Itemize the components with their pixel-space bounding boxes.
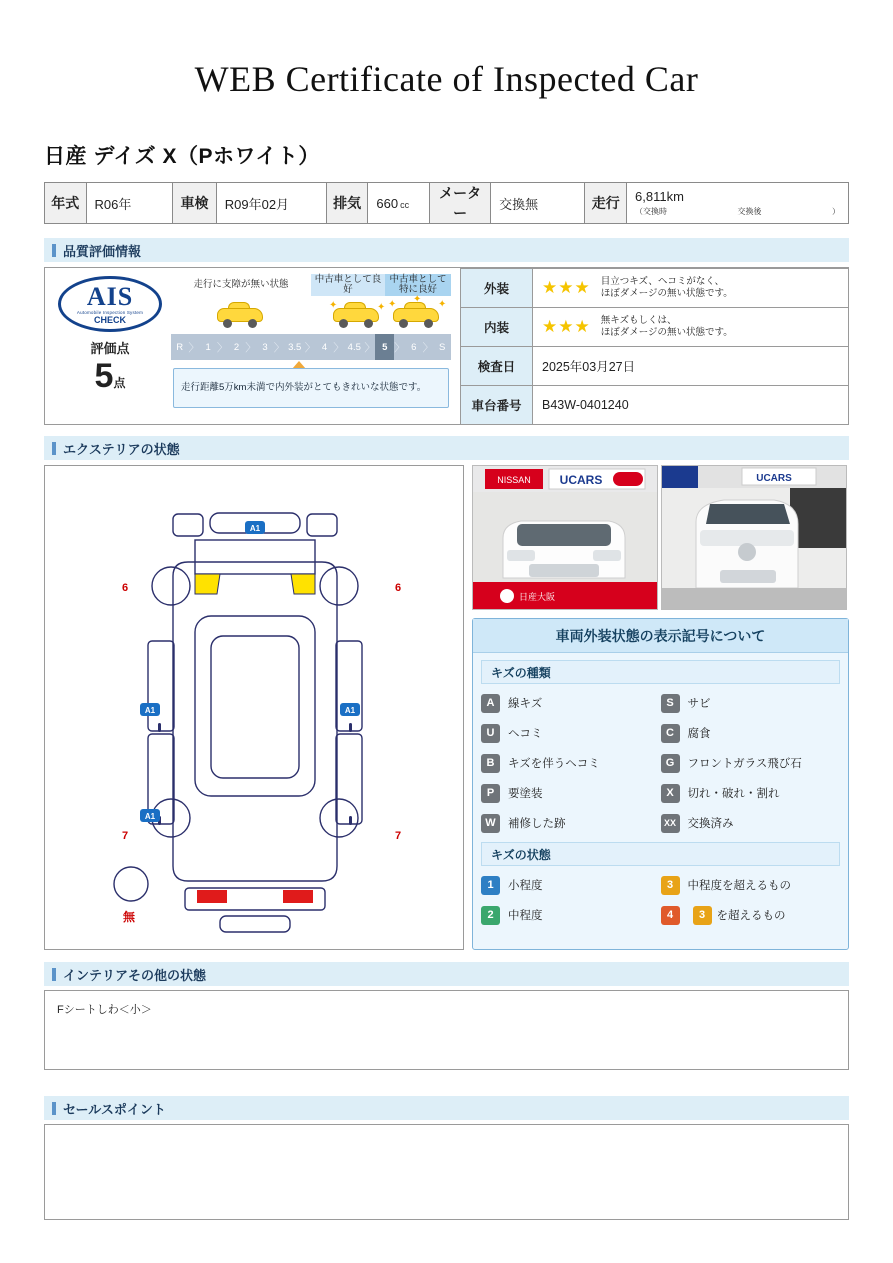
legend-item-C [661,718,841,748]
legend-item-W [481,808,661,838]
legend-item-X [661,778,841,808]
grade-header-3: 中古車として 特に良好 [385,274,451,296]
section-header-interior [44,962,849,986]
svg-text:7: 7 [395,830,402,842]
ais-badge [55,276,165,393]
code-chip-P: P [481,784,500,803]
svg-text:6: 6 [395,582,402,594]
vehicle-photo-front [472,465,658,610]
svg-text:UCARS: UCARS [756,473,792,484]
car-icon-2: ✦ ✦ [333,302,379,326]
ais-logo-main: AIS [86,281,134,311]
legend-item-label: サビ [687,698,711,710]
svg-text:NISSAN: NISSAN [497,475,531,485]
car-diagram-svg [45,466,463,949]
scale-step-3.5: 3.5 [288,341,302,353]
code-chip-XX: XX [661,814,680,833]
level-chip-1: 1 [481,876,500,895]
table-row [461,269,849,308]
ais-logo-check: CHECK [93,314,126,325]
interior-stars: ★★★ [542,317,591,336]
interior-notes-text: Fシートしわ＜小＞ [57,1004,152,1016]
row-key-inspection-date: 検査日 [461,347,533,386]
table-row [461,386,849,425]
exterior-panel [44,465,849,950]
scale-step-2: 2 [233,341,240,353]
scale-separator-icon: 〉 [304,342,316,354]
displacement-label: 排気 [326,183,368,224]
svg-text:A1: A1 [344,706,356,715]
scale-separator-icon: 〉 [333,342,345,354]
meter-value: 交換無 [491,183,585,224]
car-diagram [44,465,464,950]
svg-text:無: 無 [123,910,136,924]
inspection-value: R09年02月 [216,183,326,224]
scale-step-4.5: 4.5 [347,341,361,353]
row-value-interior [533,308,849,347]
legend-title: 車両外装状態の表示記号について [473,619,848,653]
grade-headers [171,274,451,296]
scale-separator-icon: 〉 [188,342,200,354]
legend-panel [472,618,849,950]
svg-text:6: 6 [122,582,129,594]
legend-item-label: 切れ・破れ・割れ [687,788,780,800]
displacement-value: 660 [376,195,399,211]
legend-item-label: フロントガラス飛び石 [687,758,802,770]
svg-text:A1: A1 [144,706,156,715]
code-chip-W: W [481,814,500,833]
section-title: エクステリアの状態 [63,441,180,457]
scale-step-6: 6 [411,341,417,353]
code-chip-C: C [661,724,680,743]
section-bar [52,442,56,455]
grade-header-1: 走行に支障が無い状態 [193,278,289,290]
legend-item-B [481,748,661,778]
meter-label: メーター [430,183,491,224]
legend-level-2 [481,900,661,930]
legend-items-damage-type [481,688,840,838]
legend-item-label: 要塗装 [508,788,543,800]
page-title: WEB Certificate of Inspected Car [194,59,699,99]
grade-car-icons [171,294,451,334]
ais-panel [45,268,460,424]
scale-step-5: 5 [375,334,394,360]
photo-strip [472,465,849,610]
ais-score-unit: 点 [113,376,126,390]
interior-text: 無キズもしくは、 ほぼダメージの無い状態です。 [600,314,733,338]
car-icon-1 [217,302,263,326]
row-value-inspection-date: 2025年03月27日 [533,347,849,386]
ais-score-value: 5点 [94,357,126,395]
mileage-label: 走行 [585,183,627,224]
ais-logo-sub: Automobile Inspection System [76,309,144,315]
legend-level-label: を超えるもの [716,910,786,922]
legend-group-1: キズの種類 [481,660,840,684]
year-value: R06年 [86,183,173,224]
section-bar [52,1102,56,1115]
section-bar [52,968,56,981]
legend-level-label: 中程度 [508,910,543,922]
code-chip-G: G [661,754,680,773]
code-chip-B: B [481,754,500,773]
row-key-chassis: 車台番号 [461,386,533,425]
level-chip-3: 3 [693,906,712,925]
svg-text:日産大阪: 日産大阪 [519,592,556,602]
table-row [45,183,849,224]
legend-item-G [661,748,841,778]
row-key-interior: 内装 [461,308,533,347]
legend-item-label: 線キズ [508,698,543,710]
table-row [461,308,849,347]
legend-level-4 [661,900,841,930]
displacement-unit: cc [400,199,410,210]
grade-header-2: 中古車として良好 [311,274,385,296]
row-key-exterior: 外装 [461,269,533,308]
quality-detail-panel [460,268,849,424]
mileage-cell [627,183,849,224]
section-header-exterior [44,436,849,460]
svg-text:7: 7 [122,830,129,842]
quality-panel [44,267,849,425]
scale-separator-icon: 〉 [394,342,406,354]
legend-item-label: ヘコミ [508,728,543,740]
spec-table [44,182,849,224]
mileage-sub-mid: 交換後 [737,207,762,216]
inspection-label: 車検 [173,183,216,224]
interior-notes-box [44,990,849,1070]
exterior-text: 目立つキズ、ヘコミがなく、 ほぼダメージの無い状態です。 [600,275,733,299]
legend-item-label: 交換済み [687,818,734,830]
scale-separator-icon: 〉 [273,342,285,354]
legend-item-XX [661,808,841,838]
section-title: インテリアその他の状態 [63,967,207,983]
legend-level-3 [661,870,841,900]
section-title: 品質評価情報 [63,243,142,259]
legend-items-damage-level [481,870,840,930]
sales-points-box [44,1124,849,1220]
grade-scale [171,334,451,360]
scale-separator-icon: 〉 [245,342,257,354]
mileage-sub-left: （交換時 [635,207,667,216]
code-chip-S: S [661,694,680,713]
legend-item-U [481,718,661,748]
code-chip-X: X [661,784,680,803]
legend-level-label: 中程度を超えるもの [687,880,791,892]
svg-text:A1: A1 [249,524,261,533]
year-label: 年式 [45,183,87,224]
scale-separator-icon: 〉 [216,342,228,354]
exterior-stars: ★★★ [542,278,591,297]
table-row [461,347,849,386]
section-title: セールスポイント [63,1101,166,1117]
legend-item-label: 腐食 [687,728,711,740]
legend-item-label: 補修した跡 [508,818,566,830]
row-value-exterior [533,269,849,308]
car-icon-3: ✦ ✦ ✦ [393,302,439,326]
svg-text:A1: A1 [144,812,156,821]
level-chip-2: 2 [481,906,500,925]
section-bar [52,244,56,257]
scale-step-3: 3 [262,341,268,353]
scale-step-R: R [176,341,184,353]
code-chip-U: U [481,724,500,743]
legend-level-label: 小程度 [508,880,543,892]
level-chip-3: 3 [661,876,680,895]
vehicle-photo-front-angle [661,465,847,610]
legend-item-S [661,688,841,718]
mileage-value: 6,811km [635,189,684,204]
legend-level-1 [481,870,661,900]
section-header-sales [44,1096,849,1120]
legend-group-2: キズの状態 [481,842,840,866]
code-chip-A: A [481,694,500,713]
scale-separator-icon: 〉 [422,342,434,354]
car-name: 日産 デイズ X（Pホワイト） [44,145,320,168]
quality-detail-table [460,268,849,425]
level-chip-4: 4 [661,906,680,925]
row-value-chassis: B43W-0401240 [533,386,849,425]
scale-step-1: 1 [205,341,211,353]
quality-note: 走行距離5万km未満で内外装がとてもきれいな状態です。 [173,368,449,408]
scale-separator-icon: 〉 [364,342,376,354]
section-header-quality [44,238,849,262]
mileage-sub-right: ） [832,207,840,216]
legend-item-label: キズを伴うヘコミ [508,758,600,770]
legend-item-A [481,688,661,718]
sales-points-text [45,1125,848,1145]
svg-text:UCARS: UCARS [559,473,603,487]
ais-logo-icon [58,276,162,332]
ais-score-label: 評価点 [90,341,130,356]
scale-step-S: S [439,341,446,353]
scale-step-4: 4 [321,341,328,353]
legend-item-P [481,778,661,808]
